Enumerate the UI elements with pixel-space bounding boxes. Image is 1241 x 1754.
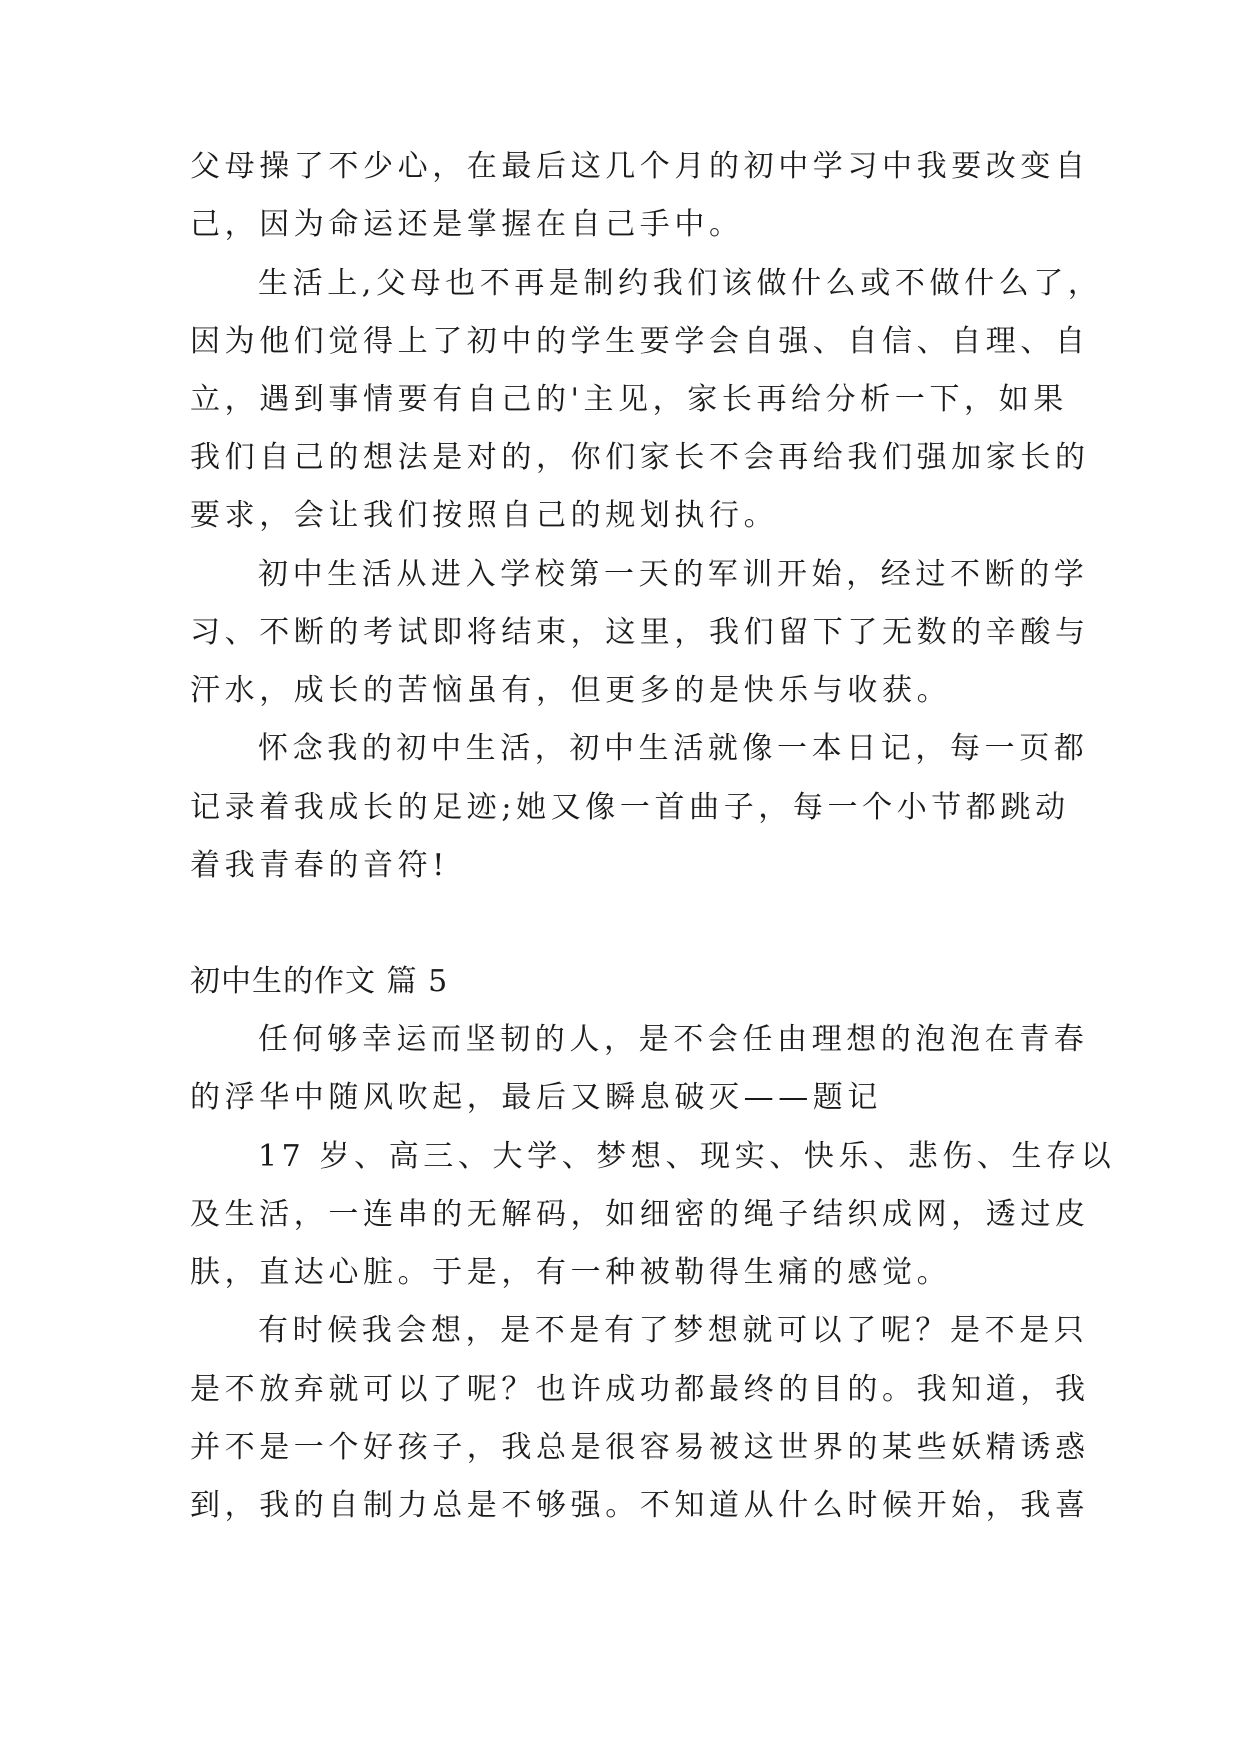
section-heading: 初中生的作文 篇 5 bbox=[190, 964, 449, 999]
paragraph-line: 我们自己的想法是对的，你们家长不会再给我们强加家长的 bbox=[190, 440, 1090, 475]
paragraph-line: 父母操了不少心，在最后这几个月的初中学习中我要改变自 bbox=[190, 149, 1090, 184]
paragraph-line: 着我青春的音符! bbox=[190, 848, 449, 883]
paragraph-line: 17 岁、高三、大学、梦想、现实、快乐、悲伤、生存以 bbox=[258, 1139, 1116, 1174]
paragraph-line: 任何够幸运而坚韧的人，是不会任由理想的泡泡在青春 bbox=[258, 1022, 1089, 1057]
paragraph-line: 汗水，成长的苦恼虽有，但更多的是快乐与收获。 bbox=[190, 673, 952, 708]
paragraph-line: 习、不断的考试即将结束，这里，我们留下了无数的辛酸与 bbox=[190, 615, 1090, 650]
paragraph-line: 的浮华中随风吹起，最后又瞬息破灭——题记 bbox=[190, 1080, 882, 1115]
paragraph-line: 怀念我的初中生活，初中生活就像一本日记，每一页都 bbox=[258, 731, 1089, 766]
paragraph-line: 初中生活从进入学校第一天的军训开始，经过不断的学 bbox=[258, 557, 1089, 592]
paragraph-line: 是不放弃就可以了呢？也许成功都最终的目的。我知道，我 bbox=[190, 1372, 1090, 1407]
paragraph-line: 记录着我成长的足迹;她又像一首曲子，每一个小节都跳动 bbox=[190, 790, 1070, 825]
paragraph-line: 因为他们觉得上了初中的学生要学会自强、自信、自理、自 bbox=[190, 324, 1090, 359]
paragraph-line: 要求，会让我们按照自己的规划执行。 bbox=[190, 498, 779, 533]
paragraph-line: 及生活，一连串的无解码，如细密的绳子结织成网，透过皮 bbox=[190, 1197, 1090, 1232]
paragraph-line: 肤，直达心脏。于是，有一种被勒得生痛的感觉。 bbox=[190, 1255, 952, 1290]
paragraph-line: 己，因为命运还是掌握在自己手中。 bbox=[190, 207, 744, 242]
paragraph-line: 到，我的自制力总是不够强。不知道从什么时候开始，我喜 bbox=[190, 1488, 1090, 1523]
paragraph-line: 并不是一个好孩子，我总是很容易被这世界的某些妖精诱惑 bbox=[190, 1430, 1090, 1465]
paragraph-line: 生活上,父母也不再是制约我们该做什么或不做什么了， bbox=[258, 266, 1103, 301]
paragraph-line: 立，遇到事情要有自己的'主见，家长再给分析一下，如果 bbox=[190, 382, 1068, 417]
paragraph-line: 有时候我会想，是不是有了梦想就可以了呢？是不是只 bbox=[258, 1313, 1089, 1348]
